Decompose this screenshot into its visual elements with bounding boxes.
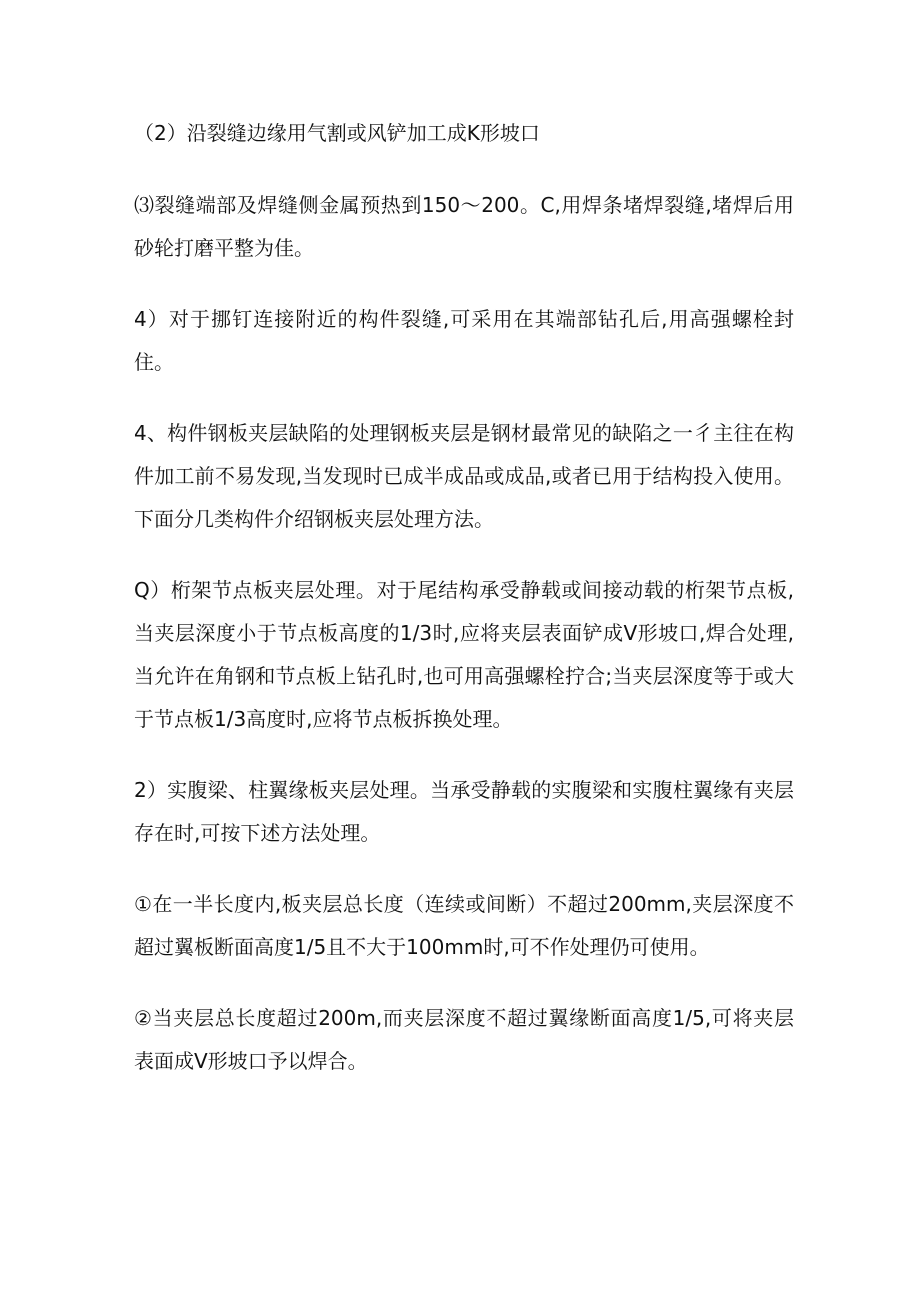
paragraph-method-two: ②当夹层总长度超过200m,而夹层深度不超过翼缘断面高度1/5,可将夹层表面成V形坡口予以焊合。: [134, 1006, 794, 1073]
paragraph-groove-processing: （2）沿裂缝边缘用气割或风铲加工成K形坡口: [134, 121, 540, 145]
paragraph-method-one: ①在一半长度内,板夹层总长度（连续或间断）不超过200mm,夹层深度不超过翼板断面高度1/5且不大于100mm时,可不作处理仍可使用。: [134, 892, 794, 959]
document-body: [134, 112, 794, 1111]
paragraph-rivet-crack: 4）对于挪钉连接附近的构件裂缝,可采用在其端部钻孔后,用高强螺栓封住。: [134, 307, 794, 374]
paragraph-lamination-defect: 4、构件钢板夹层缺陷的处理钢板夹层是钢材最常见的缺陷之一彳主往在构件加工前不易发现,当发现时已成半成品或成品,或者已用于结构投入使用。下面分几类构件介绍钢板夹层处理方法。: [134, 421, 794, 531]
paragraph-truss-gusset: Q）桁架节点板夹层处理。对于尾结构承受静载或间接动载的桁架节点板,当夹层深度小于节点板高度的1/3时,应将夹层表面铲成V形坡口,焊合处理,当允许在角钢和节点板上钻孔时,也可用高强螺栓拧合;当夹层深度等于或大于节点板1/3高度时,应将节点板拆换处理。: [134, 578, 794, 731]
paragraph-flange-lamination: 2）实腹梁、柱翼缘板夹层处理。当承受静载的实腹梁和实腹柱翼缘有夹层存在时,可按下述方法处理。: [134, 778, 794, 845]
paragraph-crack-preheat: ⑶裂缝端部及焊缝侧金属预热到150〜200。C,用焊条堵焊裂缝,堵焊后用砂轮打磨平整为佳。: [134, 193, 794, 260]
